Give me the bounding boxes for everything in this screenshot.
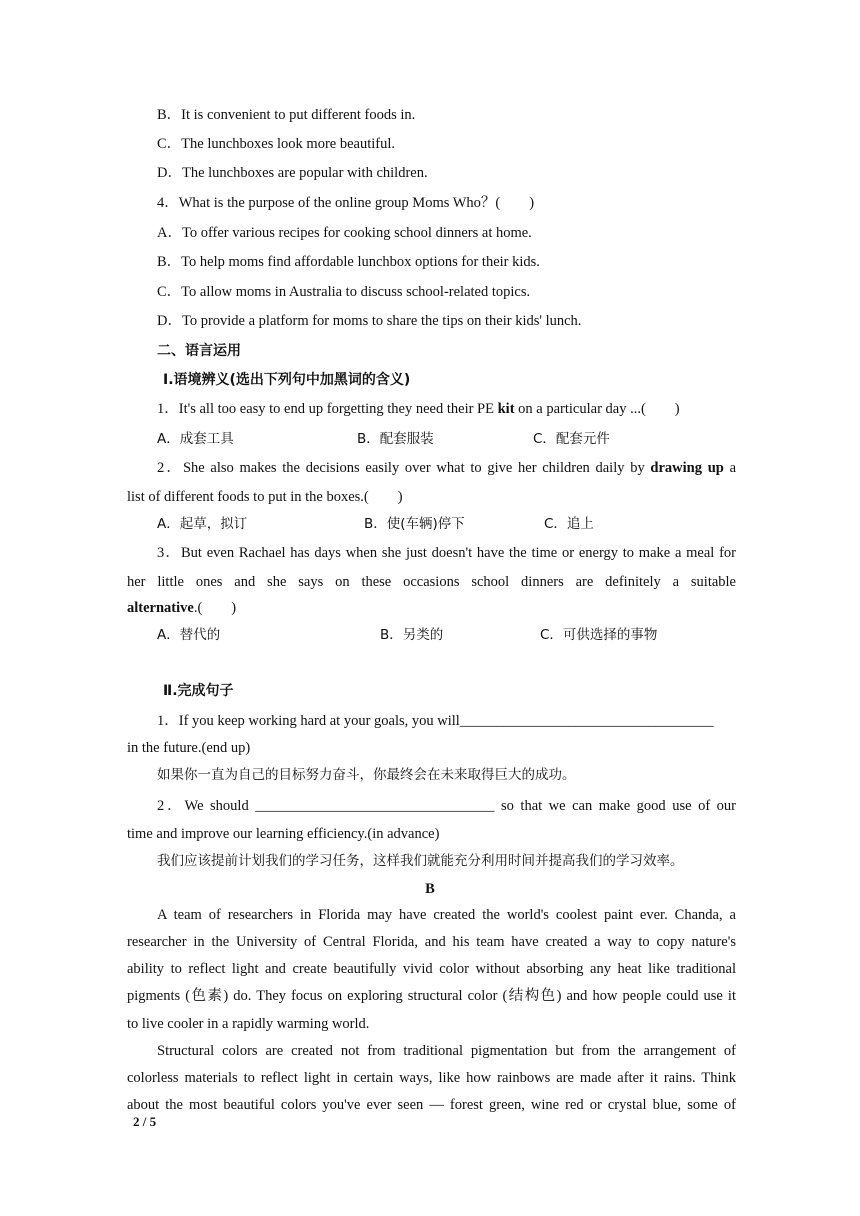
q4-stem: 4．What is the purpose of the online group Moms Who？( ) [157,195,535,211]
part2-q1-chinese: 如果你一直为自己的目标努力奋斗，你最终会在未来取得巨大的成功。 [157,767,576,783]
q4-option-c: C．To allow moms in Australia to discuss school-related topics. [157,284,531,300]
part1-q3-post: .( ) [193,600,237,616]
part1-q3-line1: 3．But even Rachael has days when she just doesn't have the time or energy to make a meal for [157,545,736,561]
part1-q1-option-a: A．成套工具 [157,431,234,447]
section-title: 二、语言运用 [157,343,241,359]
q3-option-b: B．It is convenient to put different foods in. [157,107,416,123]
part1-q1-pre: 1．It's all too easy to end up forgetting they need their PE [157,401,498,417]
part2-q1-line1: 1．If you keep working hard at your goals, you will___________________________________ [157,713,714,729]
passage-p2-line3: about the most beautiful colors you've ever seen — forest green, wine red or crystal blue, some of [127,1097,736,1113]
part1-q2-pre: 2．She also makes the decisions easily over what to give her children daily by [157,460,651,476]
q4-option-d: D．To provide a platform for moms to share the tips on their kids' lunch. [157,313,582,329]
part2-title: Ⅱ.完成句子 [163,683,234,699]
q4-option-b: B．To help moms find affordable lunchbox options for their kids. [157,254,540,270]
part1-q1 [157,400,680,418]
part2-q2-line2: time and improve our learning efficiency.(in advance) [127,826,440,842]
part2-q1-line2: in the future.(end up) [127,740,251,756]
q3-option-d: D．The lunchboxes are popular with children. [157,165,428,181]
part1-q2-option-b: B．使(车辆)停下 [364,516,465,532]
part2-q2-line1: 2．We should _________________________________ so that we can make good use of our [157,798,736,814]
passage-p1-line5: to live cooler in a rapidly warming world. [127,1016,370,1032]
passage-p2-line1: Structural colors are created not from traditional pigmentation but from the arrangement of [157,1043,736,1059]
part1-q2-post: a [723,460,737,476]
part1-q2-line2: list of different foods to put in the boxes.( ) [127,489,403,505]
passage-p1-line4: pigments (色素) do. They focus on exploring structural color (结构色) and how people could use it [127,988,736,1004]
part2-q2-chinese: 我们应该提前计划我们的学习任务，这样我们就能充分利用时间并提高我们的学习效率。 [157,853,684,869]
part1-q1-option-c: C．配套元件 [533,431,610,447]
part1-q3-line3 [127,599,236,617]
q4-option-a: A．To offer various recipes for cooking school dinners at home. [157,225,532,241]
part1-q3-bold-word: alternative [127,600,194,616]
passage-p1-line3: ability to reflect light and create beautifully vivid color without absorbing any heat like traditional [127,961,736,977]
part1-q1-option-b: B．配套服装 [357,431,434,447]
q3-option-c: C．The lunchboxes look more beautiful. [157,136,395,152]
page-number: 2 / 5 [133,1114,157,1129]
passage-heading: B [425,881,435,897]
part1-q2-option-c: C．追上 [544,516,594,532]
part1-q2-option-a: A．起草，拟订 [157,516,248,532]
part1-title: Ⅰ.语境辨义(选出下列句中加黑词的含义) [163,372,411,388]
part1-q2-line1 [157,459,736,477]
passage-p1-line1: A team of researchers in Florida may have created the world's coolest paint ever. Chanda, a [157,907,736,923]
part1-q1-post: on a particular day ...( ) [514,401,680,417]
passage-p1-line2: researcher in the University of Central Florida, and his team have created a way to copy nature's [127,934,736,950]
part1-q3-option-c: C．可供选择的事物 [540,627,658,643]
part1-q3-line2: her little ones and she says on these occasions school dinners are definitely a suitable [127,574,736,590]
part1-q3-option-b: B．另类的 [380,627,444,643]
part1-q1-bold-word: kit [497,401,515,417]
part1-q2-bold-word: drawing up [650,460,724,476]
part1-q3-option-a: A．替代的 [157,627,221,643]
passage-p2-line2: colorless materials to reflect light in certain ways, like how rainbows are made after it rains. Think [127,1070,736,1086]
